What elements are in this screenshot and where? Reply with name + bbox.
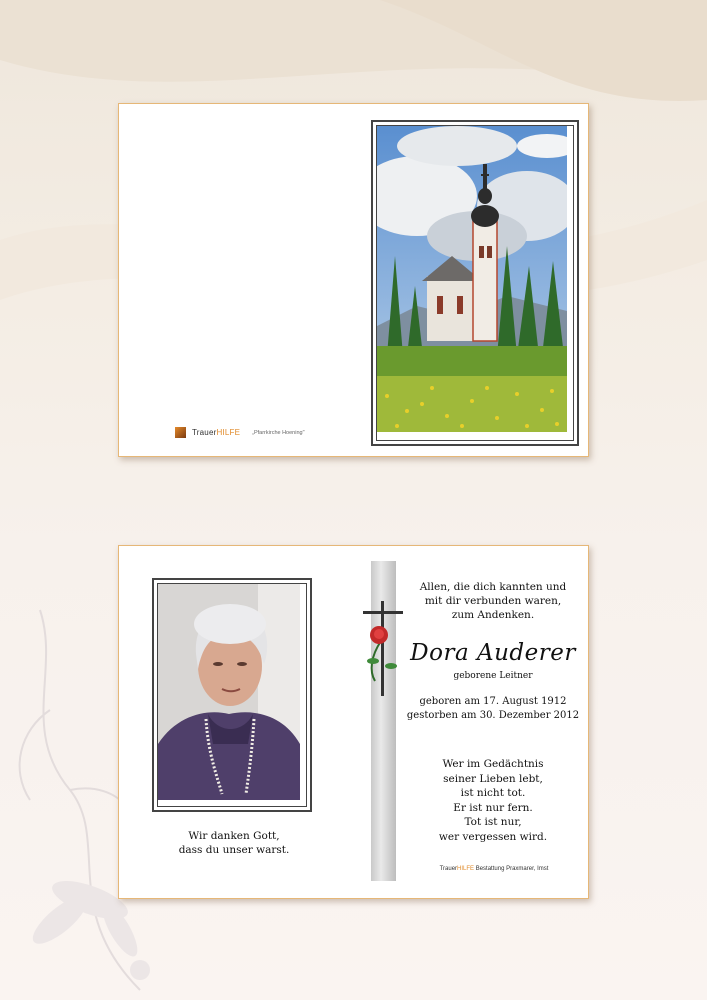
photo-caption: „Pfarrkirche Hoening" [252, 429, 305, 436]
memorial-verse [404, 757, 582, 844]
birth-date: geboren am 17. August 1912 [419, 696, 567, 707]
verse-line: Er ist nur fern. [453, 801, 533, 814]
dedication-line: Allen, die dich kannten und [419, 581, 567, 593]
verse-line: Wer im Gedächtnis [442, 758, 544, 770]
brand-name: TrauerHILFE [192, 428, 241, 437]
deceased-name: Dora Auderer [410, 640, 576, 666]
death-date: gestorben am 30. Dezember 2012 [406, 709, 580, 721]
thanks-line: Wir danken Gott, [188, 830, 280, 842]
logo-icon [175, 427, 186, 438]
verse-line: seiner Lieben lebt, [443, 772, 543, 785]
dedication-line: mit dir verbunden waren, [424, 595, 562, 607]
life-dates [404, 695, 582, 722]
brand-logo [175, 427, 305, 438]
maiden-name: geborene Leitner [453, 671, 533, 681]
cross-rose-icon [361, 601, 407, 701]
footer-brand: TrauerHILFE Bestattung Praxmarer, Imst [439, 866, 549, 872]
church-photo [377, 126, 567, 432]
card-inside [118, 545, 589, 899]
verse-line: Tot ist nur, [464, 816, 522, 828]
portrait-photo [158, 584, 300, 800]
dedication-line: zum Andenken. [451, 609, 535, 621]
verse-line: ist nicht tot. [460, 787, 526, 799]
verse-line: wer vergessen wird. [438, 830, 548, 843]
portrait-frame [152, 578, 312, 812]
card-front [118, 103, 589, 457]
dedication [404, 580, 582, 622]
thanks-line: dass du unser warst. [178, 844, 290, 856]
church-photo-frame [371, 120, 579, 446]
thanks-text [159, 829, 309, 857]
